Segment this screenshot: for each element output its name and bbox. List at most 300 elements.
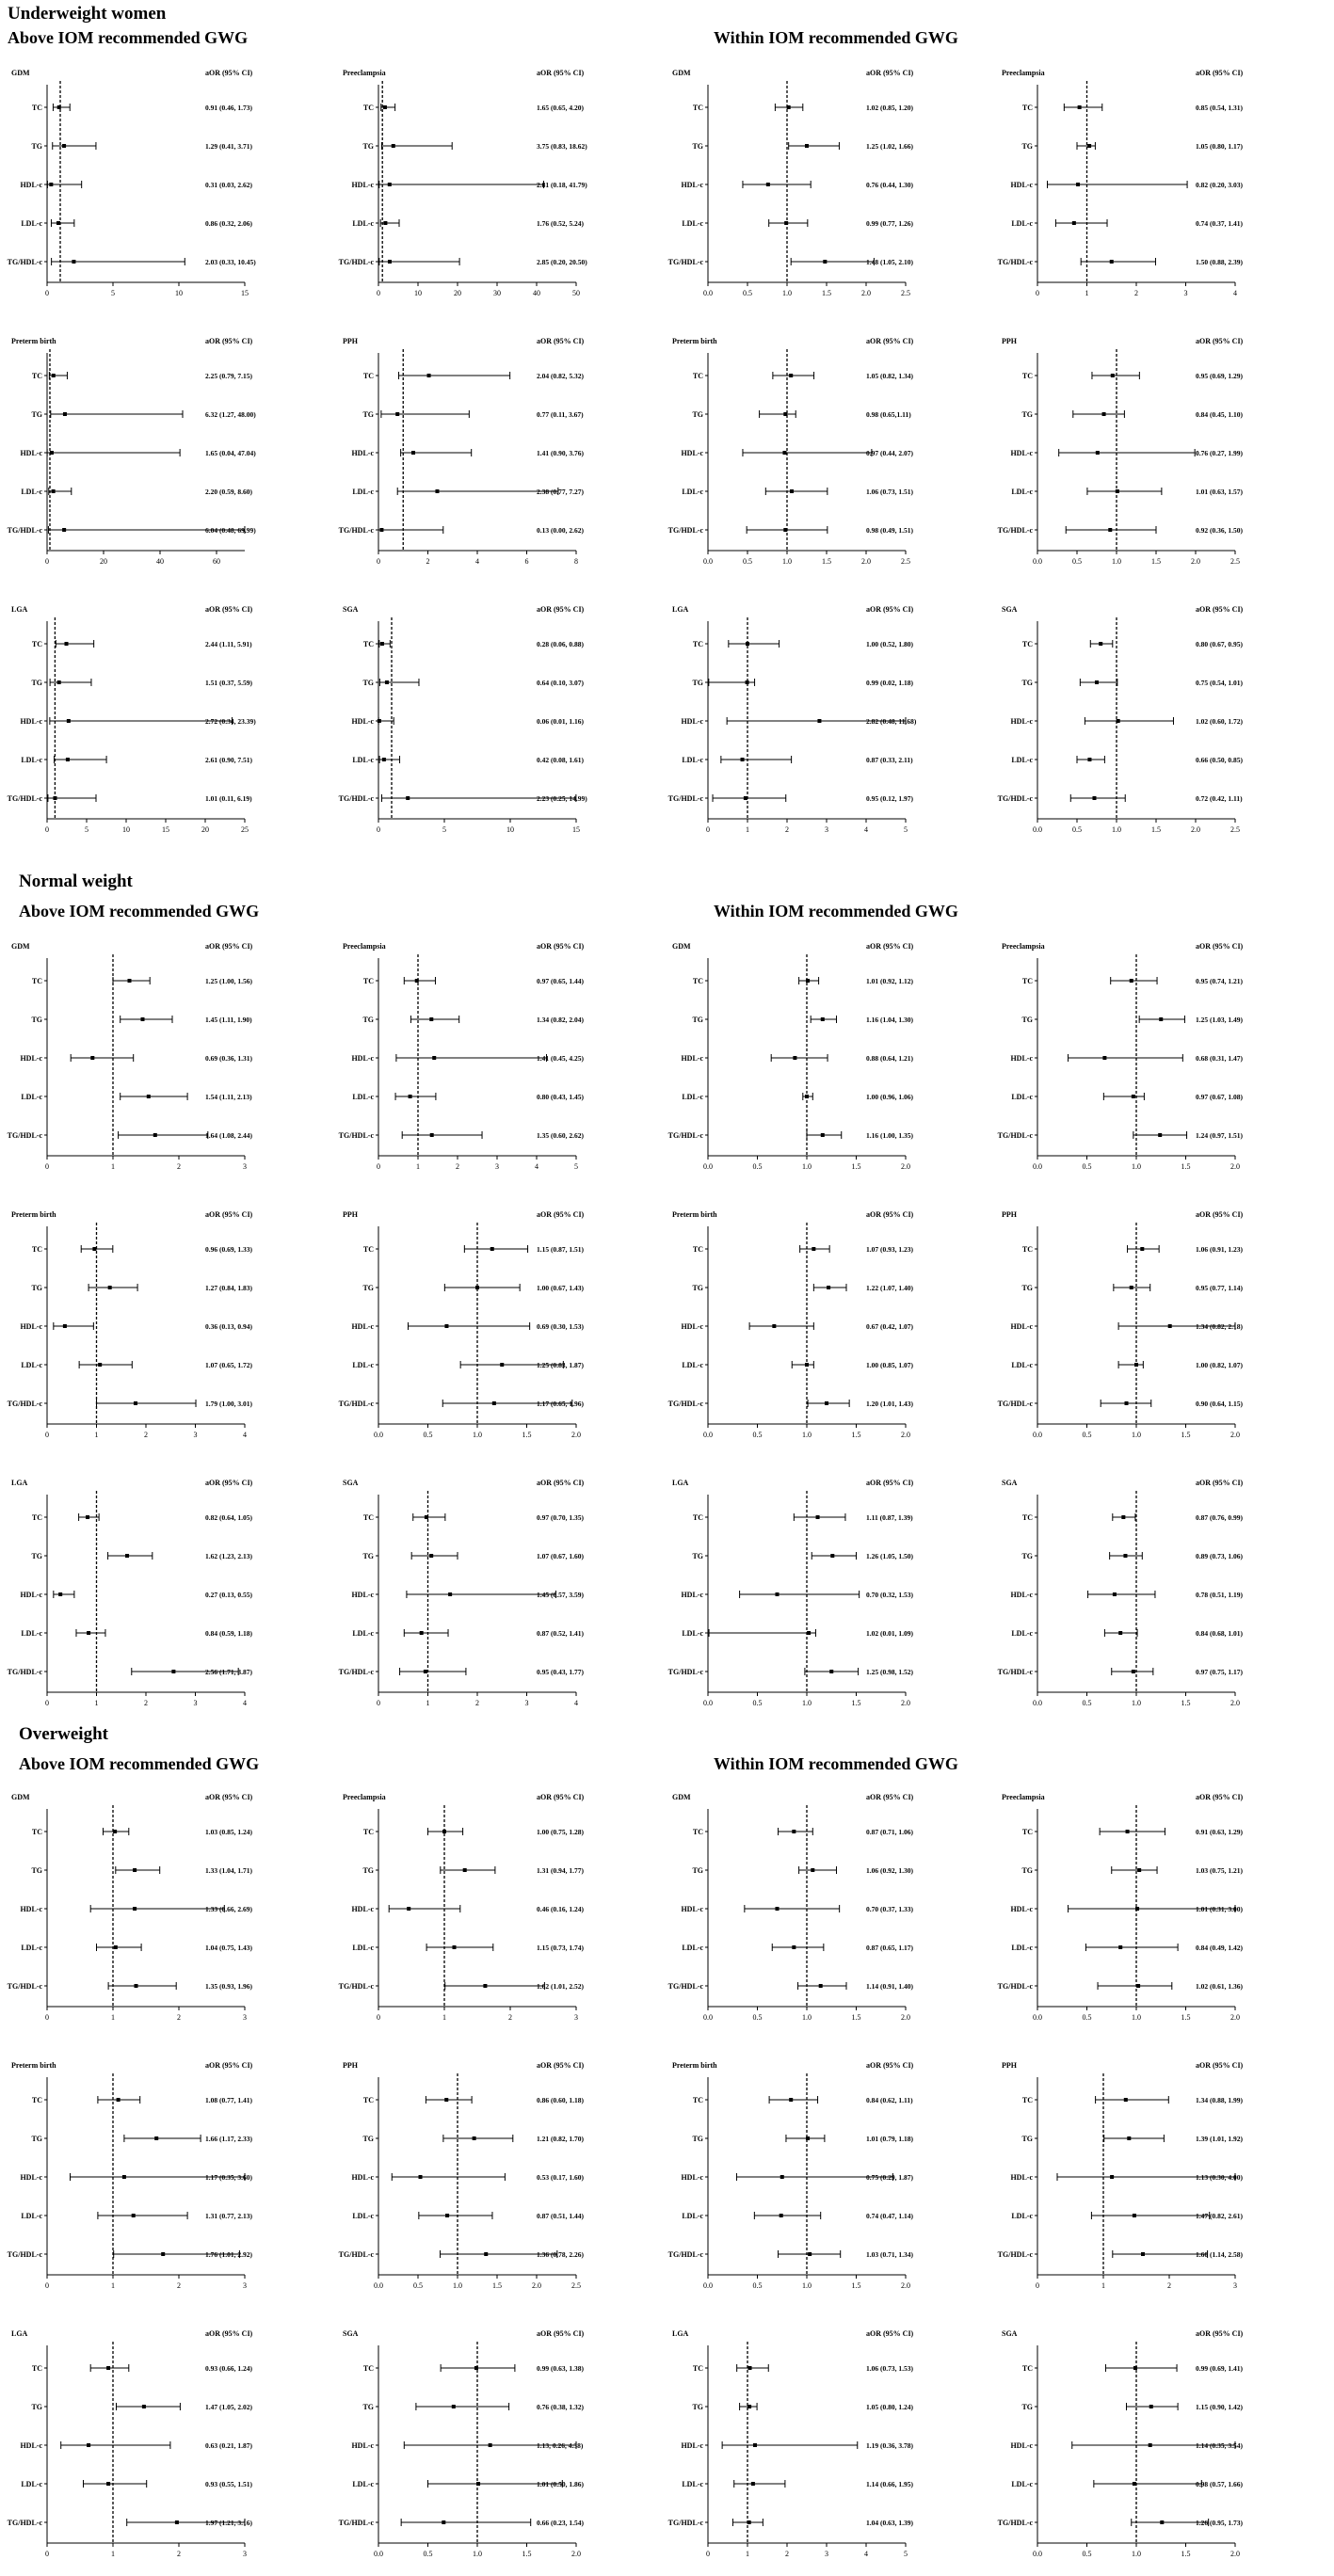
estimate-text: 1.07 (0.65, 1.72) xyxy=(205,1361,252,1369)
estimate-text: 1.21 (0.82, 1.70) xyxy=(537,2135,584,2143)
estimate-text: 0.69 (0.30, 1.53) xyxy=(537,1322,584,1331)
point-estimate xyxy=(424,1670,427,1673)
point-estimate xyxy=(114,1945,118,1949)
x-tick-label: 1.5 xyxy=(851,1431,861,1439)
estimate-text: 0.84 (0.49, 1.42) xyxy=(1196,1944,1243,1952)
panel-title: PPH xyxy=(343,337,358,345)
row-label: HDL-c xyxy=(1010,449,1033,457)
point-estimate xyxy=(432,1056,436,1060)
point-estimate xyxy=(787,105,791,109)
estimate-header: aOR (95% CI) xyxy=(537,1479,585,1487)
panel-title: SGA xyxy=(1002,2329,1018,2338)
estimate-header: aOR (95% CI) xyxy=(205,1793,253,1801)
estimate-text: 1.47 (0.82, 2.61) xyxy=(1196,2212,1243,2220)
x-tick-label: 1.0 xyxy=(473,2550,482,2558)
point-estimate xyxy=(1149,2443,1152,2447)
point-estimate xyxy=(1132,1670,1135,1673)
x-tick-label: 50 xyxy=(572,289,580,297)
point-estimate xyxy=(92,1247,96,1251)
row-label: LDL-c xyxy=(21,219,42,228)
forest-plot-svg xyxy=(9,64,329,311)
point-estimate xyxy=(427,374,431,377)
estimate-text: 1.26 (0.95, 1.73) xyxy=(1196,2519,1243,2527)
row-label: TC xyxy=(1021,2364,1033,2373)
x-tick-label: 3 xyxy=(1183,289,1188,297)
x-tick-label: 0 xyxy=(706,2550,710,2558)
row-label: TG/HDL-c xyxy=(997,1982,1033,1991)
estimate-text: 1.00 (0.75, 1.28) xyxy=(537,1828,584,1836)
point-estimate xyxy=(132,2214,136,2217)
point-estimate xyxy=(63,412,67,416)
x-tick-label: 10 xyxy=(506,825,514,834)
row-label: HDL-c xyxy=(20,2441,42,2450)
point-estimate xyxy=(1123,1554,1127,1558)
row-label: HDL-c xyxy=(351,1591,374,1599)
forest-plot-31 xyxy=(667,2056,990,2308)
point-estimate xyxy=(789,374,793,377)
row-label: TG/HDL-c xyxy=(338,2250,374,2259)
estimate-text: 0.67 (0.42, 1.07) xyxy=(866,1322,913,1331)
estimate-text: 1.39 (1.01, 1.92) xyxy=(1196,2135,1243,2143)
row-label: TG xyxy=(31,679,42,687)
point-estimate xyxy=(154,2136,158,2140)
row-label: TG/HDL-c xyxy=(667,1400,703,1408)
estimate-text: 0.89 (0.73, 1.06) xyxy=(1196,1552,1243,1560)
estimate-text: 6.32 (1.27, 48.00) xyxy=(205,410,256,419)
estimate-text: 1.14 (0.66, 1.95) xyxy=(866,2480,913,2488)
point-estimate xyxy=(161,2252,165,2256)
row-label: TG xyxy=(692,410,703,419)
row-label: TG xyxy=(1021,1284,1033,1292)
estimate-header: aOR (95% CI) xyxy=(866,2061,914,2070)
x-tick-label: 0.5 xyxy=(423,1431,433,1439)
row-label: HDL-c xyxy=(20,1054,42,1063)
row-label: HDL-c xyxy=(1010,2173,1033,2182)
estimate-header: aOR (95% CI) xyxy=(205,605,253,614)
point-estimate xyxy=(407,1907,410,1911)
x-tick-label: 2.0 xyxy=(901,2013,910,2022)
x-tick-label: 2 xyxy=(785,2550,789,2558)
x-tick-label: 1 xyxy=(111,2013,115,2022)
point-estimate xyxy=(1117,719,1120,723)
estimate-text: 1.07 (0.67, 1.60) xyxy=(537,1552,584,1560)
point-estimate xyxy=(821,1017,825,1021)
x-tick-label: 0.0 xyxy=(1033,1431,1042,1439)
point-estimate xyxy=(56,221,60,225)
estimate-header: aOR (95% CI) xyxy=(537,69,585,77)
row-label: LDL-c xyxy=(1011,1629,1033,1638)
point-estimate xyxy=(1118,1631,1122,1635)
estimate-text: 0.80 (0.43, 1.45) xyxy=(537,1093,584,1101)
forest-plot-14 xyxy=(338,937,661,1189)
point-estimate xyxy=(430,1133,434,1137)
point-estimate xyxy=(1099,642,1102,646)
point-estimate xyxy=(147,1095,151,1098)
estimate-text: 0.82 (0.20, 3.03) xyxy=(1196,181,1243,189)
estimate-header: aOR (95% CI) xyxy=(1196,942,1244,951)
x-tick-label: 3 xyxy=(243,2550,247,2558)
forest-plot-svg xyxy=(667,937,990,1184)
estimate-text: 0.98 (0.57, 1.66) xyxy=(1196,2480,1243,2488)
x-tick-label: 4 xyxy=(864,2550,868,2558)
x-tick-label: 2.0 xyxy=(1230,1162,1240,1171)
point-estimate xyxy=(382,758,386,761)
estimate-header: aOR (95% CI) xyxy=(866,1793,914,1801)
point-estimate xyxy=(406,796,410,800)
point-estimate xyxy=(52,489,56,493)
row-label: LDL-c xyxy=(1011,2480,1033,2488)
row-label: LDL-c xyxy=(682,1361,703,1369)
panel-title: Preeclampsia xyxy=(343,69,386,77)
x-tick-label: 0.5 xyxy=(1082,2550,1092,2558)
estimate-text: 1.00 (0.96, 1.06) xyxy=(866,1093,913,1101)
estimate-text: 1.07 (0.93, 1.23) xyxy=(866,1245,913,1254)
estimate-text: 1.15 (0.87, 1.51) xyxy=(537,1245,584,1254)
estimate-text: 0.78 (0.51, 1.19) xyxy=(1196,1591,1243,1599)
point-estimate xyxy=(1095,680,1099,684)
estimate-text: 1.45 (0.57, 3.59) xyxy=(537,1591,584,1599)
point-estimate xyxy=(744,796,747,800)
forest-plot-20 xyxy=(997,1206,1320,1457)
x-tick-label: 1.5 xyxy=(1151,557,1161,566)
x-tick-label: 1.0 xyxy=(1132,1162,1141,1171)
point-estimate xyxy=(829,1670,833,1673)
point-estimate xyxy=(1092,796,1096,800)
point-estimate xyxy=(49,183,53,186)
point-estimate xyxy=(435,489,439,493)
panel-title: SGA xyxy=(1002,1479,1018,1487)
forest-plot-36 xyxy=(997,2325,1320,2576)
row-label: HDL-c xyxy=(20,1591,42,1599)
estimate-text: 2.03 (0.33, 10.45) xyxy=(205,258,256,266)
x-tick-label: 0 xyxy=(45,2013,49,2022)
point-estimate xyxy=(1124,2098,1128,2102)
x-tick-label: 2.5 xyxy=(901,289,910,297)
row-label: TC xyxy=(1021,104,1033,112)
panel-title: Preeclampsia xyxy=(343,942,386,951)
x-tick-label: 2 xyxy=(177,2281,181,2290)
forest-plot-13 xyxy=(9,937,329,1189)
point-estimate xyxy=(72,260,75,264)
point-estimate xyxy=(62,528,66,532)
estimate-text: 1.62 (1.01, 2.52) xyxy=(537,1982,584,1991)
panel-title: LGA xyxy=(672,605,689,614)
point-estimate xyxy=(1102,412,1106,416)
row-label: HDL-c xyxy=(351,717,374,726)
estimate-text: 0.31 (0.03, 2.62) xyxy=(205,181,252,189)
row-label: TG xyxy=(1021,679,1033,687)
estimate-text: 1.01 (0.50, 1.86) xyxy=(537,2480,584,2488)
row-label: TC xyxy=(31,640,42,648)
row-label: TG/HDL-c xyxy=(997,1400,1033,1408)
estimate-text: 0.98 (0.49, 1.51) xyxy=(866,526,913,535)
row-label: LDL-c xyxy=(682,2480,703,2488)
estimate-text: 0.75 (0.54, 1.01) xyxy=(1196,679,1243,687)
estimate-text: 0.99 (0.69, 1.41) xyxy=(1196,2364,1243,2373)
row-label: LDL-c xyxy=(352,1629,374,1638)
row-label: TC xyxy=(362,977,374,985)
row-label: LDL-c xyxy=(21,1944,42,1952)
point-estimate xyxy=(476,2482,480,2486)
row-label: HDL-c xyxy=(1010,717,1033,726)
forest-plot-34 xyxy=(338,2325,661,2576)
row-label: TC xyxy=(362,2096,374,2104)
estimate-text: 1.06 (0.92, 1.30) xyxy=(866,1866,913,1875)
forest-plot-svg xyxy=(9,2325,329,2571)
estimate-header: aOR (95% CI) xyxy=(205,337,253,345)
estimate-text: 1.29 (0.41, 3.71) xyxy=(205,142,252,151)
estimate-text: 0.97 (0.70, 1.35) xyxy=(537,1513,584,1522)
x-tick-label: 6 xyxy=(524,557,529,566)
point-estimate xyxy=(1102,1056,1106,1060)
x-tick-label: 1.0 xyxy=(782,557,792,566)
row-label: TC xyxy=(362,1245,374,1254)
point-estimate xyxy=(122,2175,126,2179)
point-estimate xyxy=(1158,1133,1162,1137)
x-tick-label: 3 xyxy=(524,1699,529,1707)
row-label: HDL-c xyxy=(351,1322,374,1331)
row-label: HDL-c xyxy=(681,1322,703,1331)
estimate-text: 0.13 (0.00, 2.62) xyxy=(537,526,584,535)
x-tick-label: 2 xyxy=(177,2550,181,2558)
x-tick-label: 10 xyxy=(414,289,422,297)
row-label: TC xyxy=(1021,1513,1033,1522)
x-tick-label: 1 xyxy=(746,2550,749,2558)
row-label: HDL-c xyxy=(351,2173,374,2182)
x-tick-label: 0.0 xyxy=(1033,557,1042,566)
row-label: TG xyxy=(692,679,703,687)
estimate-text: 0.84 (0.62, 1.11) xyxy=(866,2096,913,2104)
estimate-text: 1.27 (0.84, 1.83) xyxy=(205,1284,252,1292)
estimate-header: aOR (95% CI) xyxy=(1196,2061,1244,2070)
point-estimate xyxy=(1076,183,1080,186)
x-tick-label: 0.0 xyxy=(374,2550,383,2558)
subtitle-uw-within: Within IOM recommended GWG xyxy=(714,28,958,47)
row-label: TG/HDL-c xyxy=(7,2250,42,2259)
row-label: TG xyxy=(362,142,374,151)
estimate-header: aOR (95% CI) xyxy=(866,1210,914,1219)
point-estimate xyxy=(135,1984,138,1988)
x-tick-label: 0.0 xyxy=(1033,2013,1042,2022)
row-label: LDL-c xyxy=(21,1629,42,1638)
x-tick-label: 15 xyxy=(572,825,580,834)
panel-title: Preterm birth xyxy=(11,2061,56,2070)
forest-plot-svg xyxy=(997,1474,1320,1720)
row-label: TC xyxy=(362,1828,374,1836)
point-estimate xyxy=(1125,1401,1129,1405)
panel-title: GDM xyxy=(672,1793,691,1801)
x-tick-label: 0.0 xyxy=(703,2013,713,2022)
section-title-underweight: Underweight women xyxy=(8,4,167,24)
point-estimate xyxy=(776,1592,780,1596)
point-estimate xyxy=(1113,1592,1117,1596)
estimate-text: 1.17 (0.65, 1.96) xyxy=(537,1400,584,1408)
row-label: LDL-c xyxy=(1011,756,1033,764)
forest-plot-svg xyxy=(667,1474,990,1720)
estimate-header: aOR (95% CI) xyxy=(205,2329,253,2338)
estimate-text: 0.76 (0.27, 1.99) xyxy=(1196,449,1243,457)
estimate-text: 2.25 (0.79, 7.15) xyxy=(205,372,252,380)
estimate-text: 0.87 (0.33, 2.11) xyxy=(866,756,913,764)
estimate-text: 1.76 (1.01, 2.92) xyxy=(205,2250,252,2259)
point-estimate xyxy=(1140,1247,1144,1251)
estimate-text: 1.14 (0.91, 1.40) xyxy=(866,1982,913,1991)
x-tick-label: 2.0 xyxy=(901,2281,910,2290)
x-tick-label: 0 xyxy=(1036,2281,1039,2290)
point-estimate xyxy=(483,1984,487,1988)
point-estimate xyxy=(1096,451,1100,455)
row-label: LDL-c xyxy=(682,1944,703,1952)
forest-plot-svg xyxy=(997,1788,1320,2035)
x-tick-label: 2 xyxy=(177,2013,181,2022)
estimate-text: 0.84 (0.45, 1.10) xyxy=(1196,410,1243,419)
x-tick-label: 2.0 xyxy=(901,1431,910,1439)
row-label: TC xyxy=(692,640,703,648)
x-tick-label: 1 xyxy=(111,2550,115,2558)
point-estimate xyxy=(817,719,821,723)
x-tick-label: 4 xyxy=(535,1162,538,1171)
x-tick-label: 2.0 xyxy=(1230,2550,1240,2558)
point-estimate xyxy=(133,1907,137,1911)
row-label: TG xyxy=(362,1552,374,1560)
section-title-overweight: Overweight xyxy=(19,1724,108,1744)
estimate-text: 0.87 (0.51, 1.44) xyxy=(537,2212,584,2220)
x-tick-label: 0.0 xyxy=(703,1431,713,1439)
point-estimate xyxy=(98,1363,102,1367)
estimate-text: 2.72 (0.34, 23.39) xyxy=(205,717,256,726)
row-label: TG/HDL-c xyxy=(7,1668,42,1676)
row-label: TG/HDL-c xyxy=(667,1668,703,1676)
estimate-text: 2.82 (0.48, 11.68) xyxy=(866,717,917,726)
point-estimate xyxy=(1149,2405,1153,2408)
row-label: TG/HDL-c xyxy=(667,794,703,803)
point-estimate xyxy=(1087,144,1091,148)
estimate-text: 0.36 (0.13, 0.94) xyxy=(205,1322,252,1331)
x-tick-label: 1 xyxy=(94,1699,99,1707)
x-tick-label: 3 xyxy=(243,2281,247,2290)
point-estimate xyxy=(392,144,395,148)
forest-plot-12 xyxy=(997,600,1320,852)
row-label: TG/HDL-c xyxy=(667,1131,703,1140)
x-tick-label: 1.0 xyxy=(802,2013,812,2022)
point-estimate xyxy=(805,1363,809,1367)
estimate-header: aOR (95% CI) xyxy=(1196,69,1244,77)
row-label: TC xyxy=(31,372,42,380)
section-title-normal: Normal weight xyxy=(19,872,133,891)
panel-title: Preterm birth xyxy=(672,2061,717,2070)
point-estimate xyxy=(452,2405,456,2408)
panel-title: SGA xyxy=(343,2329,359,2338)
estimate-text: 2.04 (0.82, 5.32) xyxy=(537,372,584,380)
x-tick-label: 1 xyxy=(416,1162,420,1171)
point-estimate xyxy=(128,979,132,983)
estimate-text: 0.91 (0.63, 1.29) xyxy=(1196,1828,1243,1836)
estimate-header: aOR (95% CI) xyxy=(205,942,253,951)
point-estimate xyxy=(53,796,56,800)
forest-plot-6 xyxy=(338,332,661,584)
estimate-text: 1.05 (0.82, 1.34) xyxy=(866,372,913,380)
estimate-text: 1.36 (0.78, 2.26) xyxy=(537,2250,584,2259)
x-tick-label: 2.5 xyxy=(571,2281,581,2290)
panel-title: PPH xyxy=(1002,1210,1017,1219)
point-estimate xyxy=(429,1554,433,1558)
estimate-text: 1.02 (0.85, 1.20) xyxy=(866,104,913,112)
point-estimate xyxy=(134,1401,137,1405)
forest-plot-svg xyxy=(997,64,1320,311)
estimate-text: 2.85 (0.20, 20.50) xyxy=(537,258,587,266)
point-estimate xyxy=(142,2405,146,2408)
row-label: TC xyxy=(31,2096,42,2104)
row-label: LDL-c xyxy=(352,1944,374,1952)
x-tick-label: 0 xyxy=(377,1162,380,1171)
x-tick-label: 1 xyxy=(1101,2281,1105,2290)
x-tick-label: 2.0 xyxy=(861,557,871,566)
point-estimate xyxy=(1130,1286,1133,1289)
panel-title: LGA xyxy=(672,2329,689,2338)
forest-plot-svg xyxy=(338,2056,661,2303)
point-estimate xyxy=(420,1631,424,1635)
point-estimate xyxy=(383,221,387,225)
panel-title: Preterm birth xyxy=(11,1210,56,1219)
estimate-header: aOR (95% CI) xyxy=(537,1210,585,1219)
panel-title: PPH xyxy=(343,1210,358,1219)
x-tick-label: 0.0 xyxy=(703,1699,713,1707)
x-tick-label: 4 xyxy=(243,1431,247,1439)
row-label: TC xyxy=(692,2096,703,2104)
point-estimate xyxy=(463,1868,467,1872)
estimate-text: 1.19 (0.36, 3.78) xyxy=(866,2441,913,2450)
row-label: TG xyxy=(31,142,42,151)
row-label: HDL-c xyxy=(351,1054,374,1063)
point-estimate xyxy=(445,2214,449,2217)
point-estimate xyxy=(806,2136,810,2140)
x-tick-label: 2.0 xyxy=(1191,825,1200,834)
forest-plot-11 xyxy=(667,600,990,852)
x-tick-label: 1 xyxy=(746,825,749,834)
forest-plot-5 xyxy=(9,332,329,584)
point-estimate xyxy=(1110,2175,1114,2179)
estimate-text: 0.86 (0.60, 1.18) xyxy=(537,2096,584,2104)
forest-plot-svg xyxy=(667,2325,990,2571)
estimate-text: 0.87 (0.71, 1.06) xyxy=(866,1828,913,1836)
estimate-text: 1.79 (1.00, 3.01) xyxy=(205,1400,252,1408)
forest-plot-1 xyxy=(9,64,329,315)
estimate-text: 0.87 (0.76, 0.99) xyxy=(1196,1513,1243,1522)
row-label: TG/HDL-c xyxy=(667,1982,703,1991)
row-label: HDL-c xyxy=(351,449,374,457)
x-tick-label: 2.5 xyxy=(1230,825,1240,834)
forest-plot-8 xyxy=(997,332,1320,584)
estimate-text: 0.53 (0.17, 1.60) xyxy=(537,2173,584,2182)
point-estimate xyxy=(125,1554,129,1558)
estimate-text: 0.99 (0.77, 1.26) xyxy=(866,219,913,228)
estimate-text: 0.77 (0.11, 3.67) xyxy=(537,410,584,419)
estimate-text: 1.06 (0.73, 1.51) xyxy=(866,488,913,496)
estimate-text: 1.34 (0.82, 2.18) xyxy=(1196,1322,1243,1331)
estimate-text: 0.87 (0.52, 1.41) xyxy=(537,1629,584,1638)
estimate-text: 1.00 (0.85, 1.07) xyxy=(866,1361,913,1369)
panel-title: Preeclampsia xyxy=(343,1793,386,1801)
row-label: TG/HDL-c xyxy=(338,2519,374,2527)
estimate-header: aOR (95% CI) xyxy=(205,2061,253,2070)
row-label: LDL-c xyxy=(352,2212,374,2220)
row-label: HDL-c xyxy=(681,1905,703,1913)
point-estimate xyxy=(52,374,56,377)
row-label: HDL-c xyxy=(1010,1591,1033,1599)
estimate-text: 3.75 (0.83, 18.62) xyxy=(537,142,587,151)
estimate-text: 0.76 (0.44, 1.30) xyxy=(866,181,913,189)
x-tick-label: 0.0 xyxy=(703,289,713,297)
